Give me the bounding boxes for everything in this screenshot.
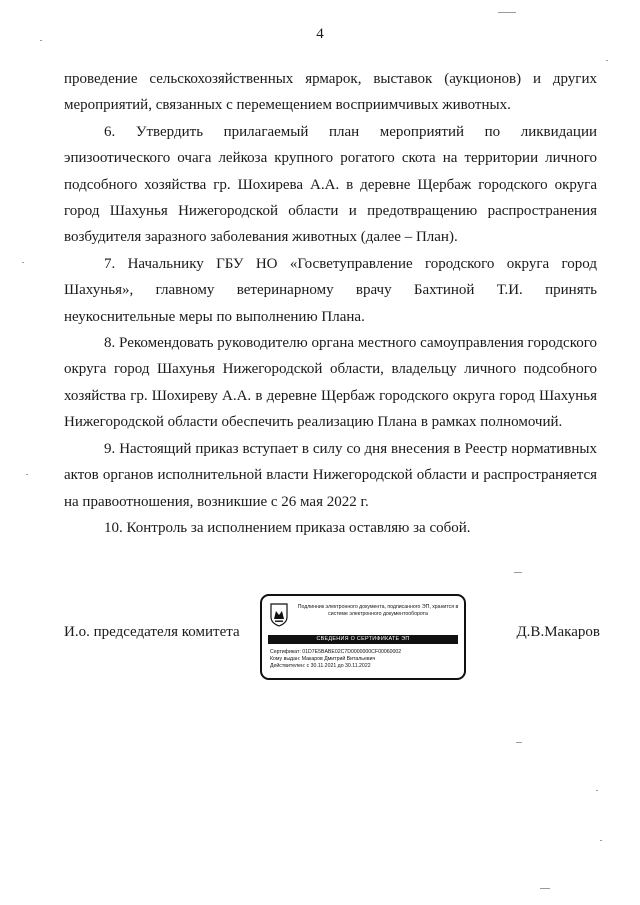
paragraph-item-9: 9. Настоящий приказ вступает в силу со дня внесения в Реестр нормативных актов органов исполнительной власти Нижегородской области и распространяется на правоотношения, возникшие с 26 мая 2022 г. xyxy=(64,440,597,510)
stamp-caption: Подлинник электронного документа, подписанного ЭП, хранится в системе электронного документооборота xyxy=(297,604,459,617)
paragraph-item-7: 7. Начальнику ГБУ НО «Госветуправление городского округа город Шахунья», главному ветеринарному врачу Бахтиной Т.И. принять неукоснительные меры по выполнению Плана. xyxy=(64,255,597,325)
document-body xyxy=(64,66,597,541)
scan-artifact xyxy=(596,790,598,791)
scan-artifact xyxy=(40,40,42,41)
scan-artifact xyxy=(540,888,550,889)
electronic-signature-stamp xyxy=(260,594,466,680)
certificate-details xyxy=(270,649,460,670)
certificate-validity: Действителен: с 30.11.2021 до 30.11.2022 xyxy=(270,663,371,669)
paragraph-continuation: проведение сельскохозяйственных ярмарок, выставок (аукционов) и других мероприятий, связанных с перемещением восприимчивых животных. xyxy=(64,71,597,114)
scan-artifact xyxy=(498,12,516,13)
signer-title: И.о. председателя комитета xyxy=(64,624,240,640)
scan-artifact xyxy=(26,474,28,475)
scan-artifact xyxy=(600,840,602,841)
signer-name: Д.В.Макаров xyxy=(516,624,600,640)
paragraph-item-6: 6. Утвердить прилагаемый план мероприятий по ликвидации эпизоотического очага лейкоза крупного рогатого скота на территории личного подсобного хозяйства гр. Шохирева А.А. в деревне Щербаж городского округа город Шахунья Нижегородской области и предотвращению распространения возбудителя заразного заболевания животных (далее – План). xyxy=(64,123,597,246)
certificate-owner: Кому выдан: Макаров Дмитрий Витальевич xyxy=(270,656,376,662)
scan-artifact xyxy=(606,60,608,61)
certificate-number: Сертификат: 01D7E5BABE02C7D0000000CF00060002 xyxy=(270,649,402,655)
signature-block xyxy=(64,594,600,684)
scan-artifact xyxy=(514,572,522,573)
scan-artifact xyxy=(516,742,522,743)
paragraph-item-8: 8. Рекомендовать руководителю органа местного самоуправления городского округа город Шахунья Нижегородской области, владельцу личного подсобного хозяйства гр. Шохиреву А.А. в деревне Щербаж городского округа город Шахунья Нижегородской области обеспечить реализацию Плана в рамках полномочий. xyxy=(64,335,597,431)
scan-artifact xyxy=(22,262,24,263)
stamp-header-bar: СВЕДЕНИЯ О СЕРТИФИКАТЕ ЭП xyxy=(268,635,458,644)
coat-of-arms-icon xyxy=(270,603,288,627)
page-number: 4 xyxy=(316,26,324,42)
paragraph-item-10: 10. Контроль за исполнением приказа оставляю за собой. xyxy=(104,519,471,536)
